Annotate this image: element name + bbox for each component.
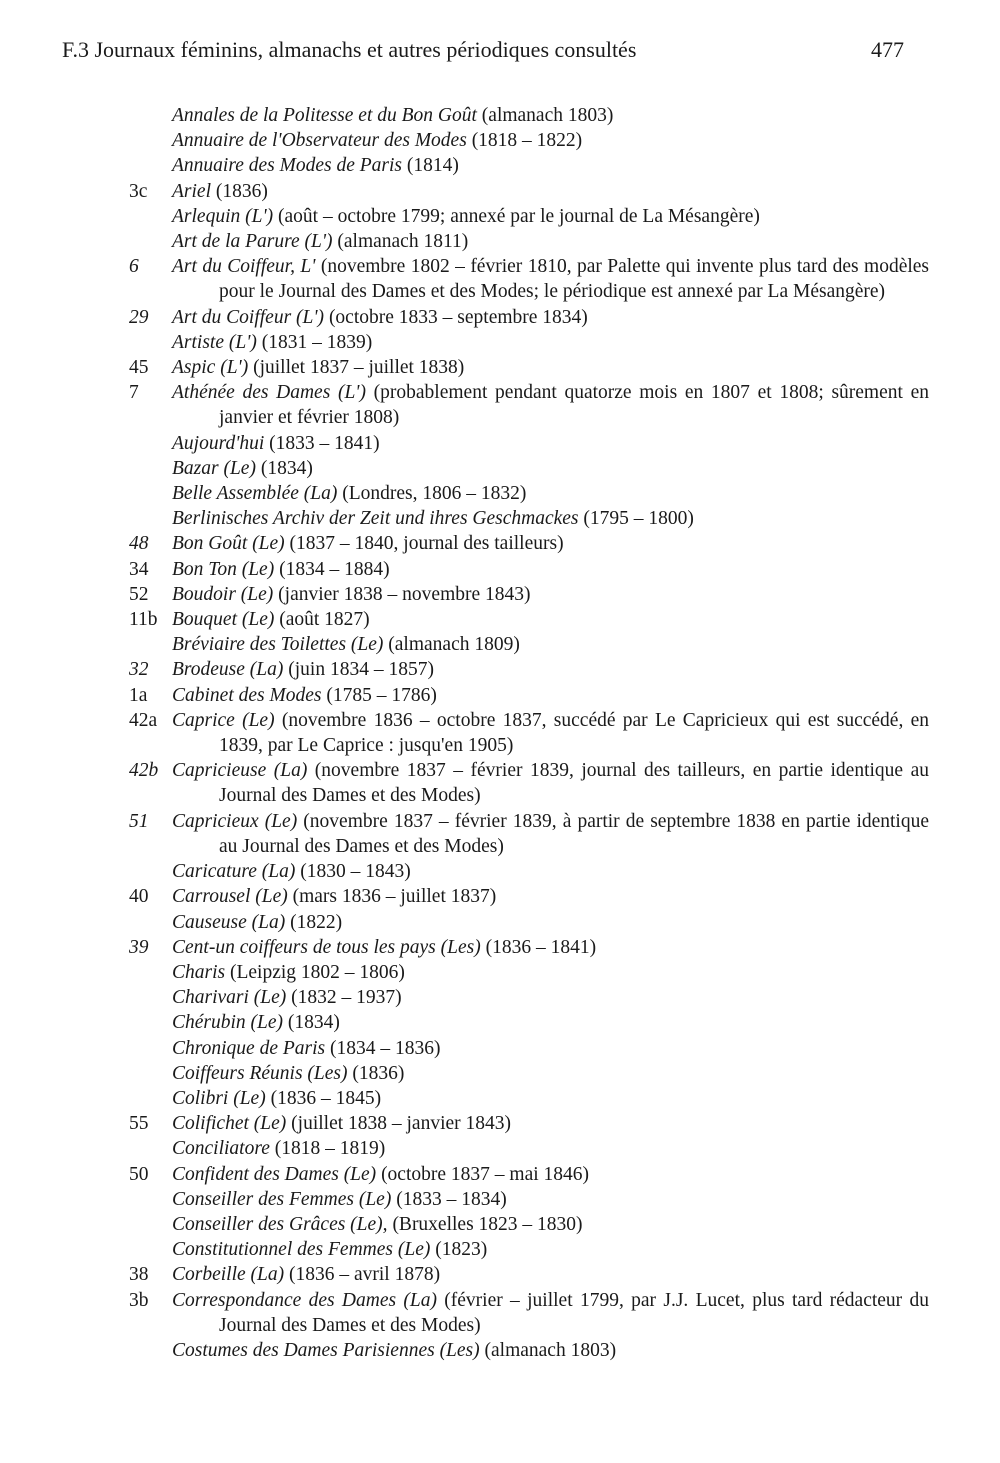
entry-number: 38 — [129, 1264, 149, 1286]
list-item — [0, 531, 1000, 556]
periodical-details: (Leipzig 1802 – 1806) — [225, 961, 405, 983]
entry-text — [172, 1262, 929, 1287]
periodical-details: (novembre 1837 – février 1839, à partir de septembre 1838 en partie identique au Journal des Dames et des Modes) — [219, 810, 930, 857]
list-item — [0, 330, 1000, 355]
entry-number: 29 — [129, 306, 149, 328]
periodical-details: (almanach 1803) — [476, 105, 614, 126]
entry-text — [172, 557, 929, 582]
periodical-details: (almanach 1811) — [332, 231, 469, 253]
periodical-title: Boudoir (Le) — [172, 583, 274, 605]
list-item — [0, 1036, 1000, 1061]
periodical-title: Annales de la Politesse et du Bon Goût — [172, 105, 477, 126]
section-title: F.3 Journaux féminins, almanachs et autres périodiques consultés — [62, 37, 637, 62]
entry-text — [172, 153, 929, 178]
entry-number: 51 — [129, 810, 149, 832]
periodical-details: (1834) — [283, 1012, 340, 1034]
entry-text — [172, 1212, 929, 1237]
entry-text — [172, 960, 929, 985]
list-item — [0, 632, 1000, 657]
periodical-title: Cabinet des Modes — [172, 684, 322, 706]
periodical-title: Corbeille (La) — [172, 1264, 285, 1286]
entry-text — [172, 431, 929, 456]
list-item — [0, 859, 1000, 884]
periodical-title: Annuaire des Modes de Paris — [172, 155, 402, 177]
periodical-details: (1836) — [211, 180, 268, 202]
periodical-title: Berlinisches Archiv der Zeit und ihres Geschmackes — [172, 508, 579, 530]
periodical-details: (1785 – 1786) — [321, 684, 437, 706]
list-item — [0, 506, 1000, 531]
entry-text — [172, 884, 929, 909]
entry-text — [172, 128, 929, 153]
periodical-title: Bon Goût (Le) — [172, 533, 285, 555]
entry-text — [172, 683, 929, 708]
periodical-details: (juillet 1838 – janvier 1843) — [286, 1113, 512, 1135]
entry-text — [172, 204, 929, 229]
periodical-title: Capricieux (Le) — [172, 810, 298, 832]
entry-number: 7 — [129, 382, 139, 404]
list-item — [0, 1061, 1000, 1086]
periodical-title: Cent-un coiffeurs de tous les pays (Les) — [172, 936, 481, 958]
list-item — [0, 456, 1000, 481]
periodical-title: Aspic (L') — [172, 357, 249, 379]
list-item — [0, 683, 1000, 708]
entry-number: 42a — [129, 709, 158, 731]
entry-text — [172, 985, 929, 1010]
entry-text — [172, 103, 929, 128]
periodical-details: (novembre 1836 – octobre 1837, succédé par Le Capricieux qui est succédé, en 1839, par Le Caprice : jusqu'en 1905) — [219, 709, 930, 757]
periodical-details: (1833 – 1841) — [264, 432, 380, 454]
periodical-details: (almanach 1803) — [479, 1339, 617, 1361]
entry-number: 45 — [129, 357, 149, 379]
periodical-title: Charis — [172, 961, 226, 983]
periodical-details: (1832 – 1937) — [286, 987, 402, 1009]
periodical-details: (1837 – 1840, journal des tailleurs) — [284, 533, 564, 555]
periodical-title: Caprice (Le) — [172, 709, 275, 731]
list-item — [0, 229, 1000, 254]
list-item — [0, 582, 1000, 607]
entry-text — [172, 607, 929, 632]
periodical-title: Conciliatore — [172, 1138, 270, 1160]
entry-text — [172, 1061, 929, 1086]
entry-number: 11b — [129, 609, 158, 631]
entry-text — [172, 1338, 929, 1363]
list-item — [0, 607, 1000, 632]
entry-text — [172, 506, 929, 531]
list-item — [0, 254, 1000, 304]
entry-number: 1a — [129, 684, 148, 706]
list-item — [0, 935, 1000, 960]
periodical-details: (Londres, 1806 – 1832) — [337, 483, 527, 505]
list-item — [0, 1162, 1000, 1187]
periodical-title: Annuaire de l'Observateur des Modes — [172, 130, 467, 152]
periodical-title: Ariel — [172, 180, 211, 202]
entry-text — [172, 531, 929, 556]
periodical-title: Arlequin (L') — [172, 205, 274, 227]
entry-text — [172, 1288, 929, 1338]
periodical-details: (octobre 1833 – septembre 1834) — [324, 306, 588, 328]
entry-number: 34 — [129, 558, 149, 580]
entry-text — [172, 254, 929, 304]
periodical-title: Belle Assemblée (La) — [172, 483, 338, 505]
list-item — [0, 103, 1000, 128]
periodical-title: Carrousel (Le) — [172, 886, 288, 908]
periodical-details: (1834 – 1836) — [325, 1037, 441, 1059]
entry-text — [172, 935, 929, 960]
periodical-title: Artiste (L') — [172, 331, 257, 353]
list-item — [0, 1010, 1000, 1035]
entry-number: 32 — [129, 659, 149, 681]
periodical-title: Confident des Dames (Le) — [172, 1163, 377, 1185]
periodical-details: (probablement pendant quatorze mois en 1807 et 1808; sûrement en janvier et février 1808) — [219, 382, 930, 429]
list-item — [0, 305, 1000, 330]
list-item — [0, 1136, 1000, 1161]
entry-text — [172, 1237, 929, 1262]
list-item — [0, 204, 1000, 229]
entry-text — [172, 1111, 929, 1136]
entry-text — [172, 1086, 929, 1111]
entry-text — [172, 708, 929, 758]
periodical-details: (1795 – 1800) — [578, 508, 694, 530]
periodical-details: (octobre 1837 – mai 1846) — [376, 1163, 590, 1185]
periodical-title: Art du Coiffeur, L' — [172, 256, 316, 278]
periodical-details: (juillet 1837 – juillet 1838) — [248, 357, 465, 379]
periodical-details: (almanach 1809) — [383, 634, 520, 656]
periodical-details: (1834 – 1884) — [274, 558, 390, 580]
periodical-title: Capricieuse (La) — [172, 760, 308, 782]
periodical-title: Constitutionnel des Femmes (Le) — [172, 1239, 431, 1261]
periodical-title: Aujourd'hui — [172, 432, 265, 454]
list-item — [0, 708, 1000, 758]
entry-number: 48 — [129, 533, 149, 555]
list-item — [0, 431, 1000, 456]
list-item — [0, 657, 1000, 682]
periodical-details: (1823) — [430, 1239, 488, 1261]
entry-number: 42b — [129, 760, 159, 782]
list-item — [0, 179, 1000, 204]
entry-text — [172, 1136, 929, 1161]
entry-text — [172, 456, 929, 481]
periodical-details: (janvier 1838 – novembre 1843) — [273, 583, 531, 605]
entry-number: 40 — [129, 886, 149, 908]
periodical-title: Art du Coiffeur (L') — [172, 306, 325, 328]
periodical-details: (1836 – 1845) — [265, 1087, 382, 1109]
periodical-title: Brodeuse (La) — [172, 659, 284, 681]
entry-number: 3b — [129, 1289, 149, 1311]
periodical-details: (février – juillet 1799, par J.J. Lucet, plus tard rédacteur du Journal des Dames et des Modes) — [219, 1289, 930, 1336]
list-item — [0, 380, 1000, 430]
periodical-details: (1818 – 1822) — [466, 130, 583, 152]
periodical-title: Costumes des Dames Parisiennes (Les) — [172, 1339, 480, 1361]
entry-text — [172, 1036, 929, 1061]
list-item — [0, 1237, 1000, 1262]
periodical-details: (1834) — [255, 457, 313, 479]
list-item — [0, 809, 1000, 859]
periodical-title: Conseiller des Femmes (Le) — [172, 1188, 392, 1210]
periodical-details: (1836 – avril 1878) — [284, 1264, 441, 1286]
periodical-title: Causeuse (La) — [172, 911, 286, 933]
periodical-details: (1818 – 1819) — [269, 1138, 386, 1160]
list-item — [0, 1262, 1000, 1287]
periodical-details: (1836) — [347, 1062, 405, 1084]
entry-text — [172, 758, 929, 808]
list-item — [0, 758, 1000, 808]
entry-number: 52 — [129, 583, 149, 605]
periodical-details: (1836 – 1841) — [480, 936, 597, 958]
entry-text — [172, 229, 929, 254]
entry-text — [172, 809, 929, 859]
entry-text — [172, 1010, 929, 1035]
entry-text — [172, 632, 929, 657]
entry-number: 6 — [129, 256, 139, 278]
entry-text — [172, 179, 929, 204]
entry-number: 50 — [129, 1163, 149, 1185]
list-item — [0, 1111, 1000, 1136]
list-item — [0, 884, 1000, 909]
periodical-details: (Bruxelles 1823 – 1830) — [387, 1213, 583, 1235]
list-item — [0, 355, 1000, 380]
entry-text — [172, 1187, 929, 1212]
periodical-title: Colifichet (Le) — [172, 1113, 287, 1135]
periodical-details: (1833 – 1834) — [391, 1188, 507, 1210]
list-item — [0, 960, 1000, 985]
periodical-title: Chérubin (Le) — [172, 1012, 284, 1034]
periodical-title: Chronique de Paris — [172, 1037, 326, 1059]
page-number: 477 — [871, 37, 904, 62]
list-item — [0, 481, 1000, 506]
list-item — [0, 1212, 1000, 1237]
periodical-details: (novembre 1837 – février 1839, journal des tailleurs, en partie identique au Journal des Dames et des Modes) — [219, 760, 929, 807]
periodical-title: Conseiller des Grâces (Le), — [172, 1213, 388, 1235]
entry-number: 55 — [129, 1113, 149, 1135]
periodical-title: Art de la Parure (L') — [172, 231, 333, 253]
periodical-title: Bréviaire des Toilettes (Le) — [172, 634, 384, 656]
periodical-details: (août – octobre 1799; annexé par le journal de La Mésangère) — [273, 205, 760, 227]
list-item — [0, 128, 1000, 153]
periodical-title: Athénée des Dames (L') — [172, 382, 366, 404]
list-item — [0, 1338, 1000, 1363]
periodical-details: (mars 1836 – juillet 1837) — [287, 886, 497, 908]
periodical-title: Bouquet (Le) — [172, 609, 275, 631]
entry-text — [172, 330, 929, 355]
list-item — [0, 910, 1000, 935]
entry-text — [172, 657, 929, 682]
entry-text — [172, 305, 929, 330]
list-item — [0, 985, 1000, 1010]
list-item — [0, 1288, 1000, 1338]
periodical-title: Coiffeurs Réunis (Les) — [172, 1062, 348, 1084]
entry-text — [172, 380, 929, 430]
list-item — [0, 557, 1000, 582]
periodical-details: (1814) — [402, 155, 459, 177]
periodical-details: (août 1827) — [274, 609, 370, 631]
running-header — [62, 34, 904, 66]
periodical-title: Charivari (Le) — [172, 987, 287, 1009]
entry-text — [172, 910, 929, 935]
list-item — [0, 1086, 1000, 1111]
periodical-details: (novembre 1802 – février 1810, par Palette qui invente plus tard des modèles pour le Journal des Dames et des Modes; le périodique est annexé par La Mésangère) — [219, 256, 930, 303]
periodical-title: Bazar (Le) — [172, 457, 256, 479]
periodical-details: (juin 1834 – 1857) — [283, 659, 434, 681]
entry-text — [172, 859, 929, 884]
periodical-details: (1822) — [285, 911, 343, 933]
periodical-title: Bon Ton (Le) — [172, 558, 275, 580]
periodical-details: (1831 – 1839) — [256, 331, 373, 353]
entry-text — [172, 582, 929, 607]
entry-number: 3c — [129, 180, 148, 202]
list-item — [0, 1187, 1000, 1212]
periodical-title: Colibri (Le) — [172, 1087, 266, 1109]
periodicals-list — [0, 103, 1000, 1363]
periodical-title: Caricature (La) — [172, 861, 296, 883]
entry-text — [172, 355, 929, 380]
list-item — [0, 153, 1000, 178]
entry-number: 39 — [129, 936, 149, 958]
entry-text — [172, 1162, 929, 1187]
periodical-title: Correspondance des Dames (La) — [172, 1289, 437, 1311]
entry-text — [172, 481, 929, 506]
periodical-details: (1830 – 1843) — [295, 861, 411, 883]
